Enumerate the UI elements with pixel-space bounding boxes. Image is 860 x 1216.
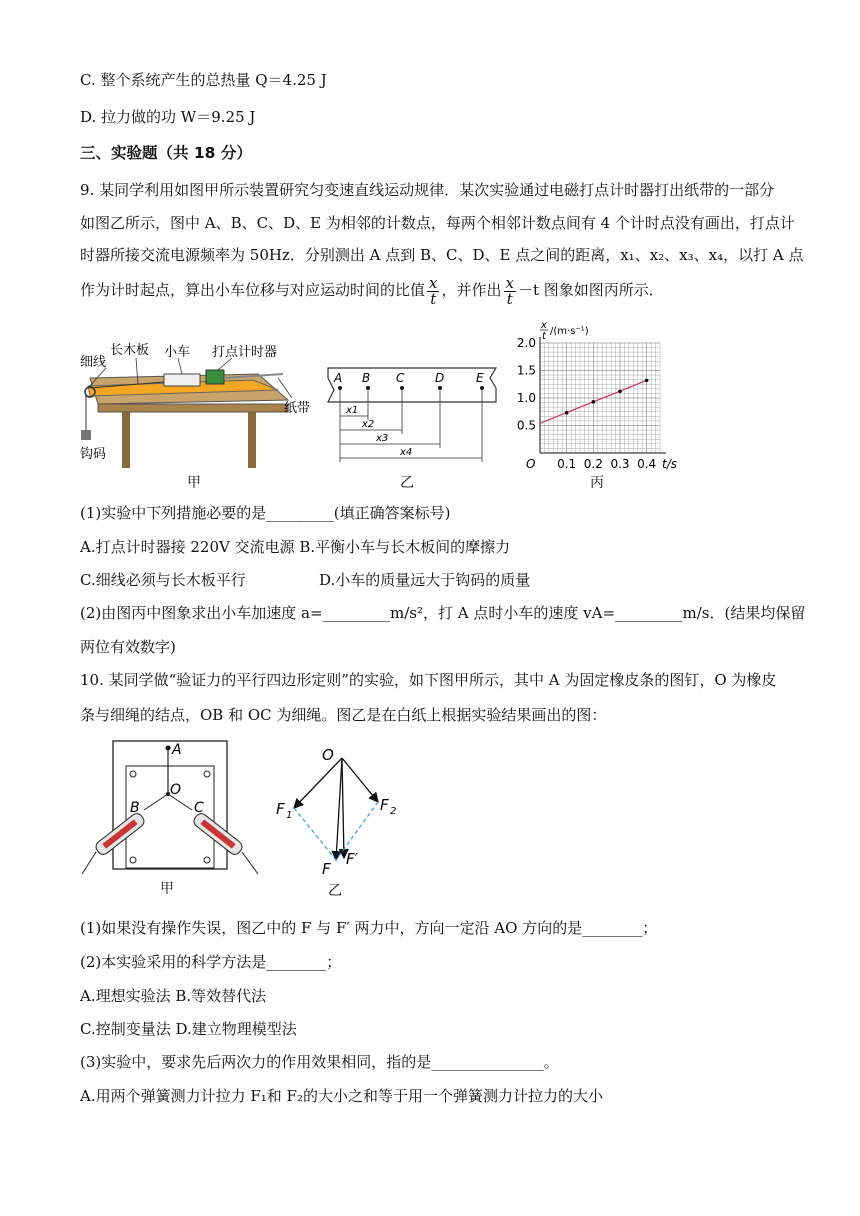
q10-sub3: (3)实验中，要求先后两次力的作用效果相同，指的是_______________。	[80, 1053, 559, 1071]
y-tick-label: 2.0	[516, 336, 536, 350]
label-Fprime: F′	[346, 850, 359, 868]
label-F1-sub: 1	[286, 810, 293, 821]
label-string: 细线	[80, 355, 107, 370]
label-F: F	[322, 860, 331, 878]
data-point	[592, 400, 596, 404]
label-weight: 钩码	[80, 447, 107, 462]
q10-sub2-cd: C.控制变量法 D.建立物理模型法	[80, 1020, 297, 1038]
data-point	[565, 411, 569, 415]
label-A: A	[172, 742, 182, 758]
caption-jia-2: 甲	[160, 881, 174, 897]
option-d: D. 拉力做的功 W＝9.25 J	[80, 108, 256, 126]
label-timer: 打点计时器	[212, 345, 278, 360]
q9-sub1: (1)实验中下列措施必要的是_________(填正确答案标号)	[80, 504, 451, 522]
label-tape: 纸带	[284, 401, 311, 416]
label-O: O	[170, 782, 182, 798]
point-A: A	[334, 371, 343, 385]
caption-jia: 甲	[187, 475, 201, 491]
q10-line-1: 10. 某同学做“验证力的平行四边形定则”的实验，如下图甲所示，其中 A 为固定橡皮条的图钉，O 为橡皮	[80, 671, 777, 689]
q9-line-3: 时器所接交流电源频率为 50Hz．分别测出 A 点到 B、C、D、E 点之间的距离，x₁、x₂、x₃、x₄，以打 A 点	[80, 246, 804, 264]
label-F2: F	[380, 796, 389, 814]
y-tick-label: 1.0	[516, 391, 536, 405]
q9-line-4a: 作为计时起点，算出小车位移与对应运动时间的比值	[80, 281, 426, 299]
xlabel: t/s	[662, 457, 677, 471]
q9-sub1-ab: A.打点计时器接 220V 交流电源 B.平衡小车与长木板间的摩擦力	[80, 538, 511, 556]
figure-force-diagram	[270, 738, 410, 888]
point-E: E	[476, 371, 484, 385]
q9-sub2-l2: 两位有效数字)	[80, 638, 176, 656]
q9-line-2: 如图乙所示，图中 A、B、C、D、E 为相邻的计数点，每两个相邻计数点间有 4 个计时点没有画出，打点计	[80, 214, 795, 232]
point-B: B	[362, 371, 371, 385]
figure-apparatus	[78, 330, 318, 480]
label-B: B	[130, 800, 140, 816]
label-F2-sub: 2	[390, 806, 397, 817]
fraction-x-over-t: $\frac{x}{t}$	[429, 273, 438, 308]
label-O-2: O	[322, 746, 334, 764]
fraction-x-over-t-2: $\frac{x}{t}$	[505, 273, 514, 308]
figure-tape	[322, 362, 502, 472]
label-C: C	[194, 800, 204, 816]
dim-x3: x3	[376, 433, 389, 444]
dim-x2: x2	[362, 419, 375, 430]
chart-grid	[540, 343, 660, 453]
x-tick-label: 0.4	[637, 457, 657, 471]
q9-sub1-d: D.小车的质量远大于钩码的质量	[319, 571, 531, 589]
y-tick-label: 1.5	[516, 363, 536, 378]
label-F1: F	[276, 800, 285, 818]
q9-line-4c: －t 图象如图丙所示．	[517, 281, 664, 299]
origin-label: O	[526, 457, 536, 471]
q10-sub3-a: A.用两个弹簧测力计拉力 F₁和 F₂的大小之和等于用一个弹簧测力计拉力的大小	[80, 1087, 603, 1105]
point-C: C	[396, 371, 405, 385]
x-tick-label: 0.3	[610, 457, 630, 471]
caption-yi: 乙	[400, 475, 414, 491]
ylabel-num: x	[541, 320, 547, 331]
x-tick-label: 0.1	[557, 457, 577, 471]
q9-line-1: 9. 某同学利用如图甲所示装置研究匀变速直线运动规律．某次实验通过电磁打点计时器打出纸带的一部分	[80, 181, 775, 199]
caption-bing: 丙	[590, 475, 604, 491]
point-D: D	[435, 371, 445, 385]
q10-sub2-ab: A.理想实验法 B.等效替代法	[80, 987, 267, 1005]
q9-line-4	[80, 272, 664, 308]
y-tick-label: 0.5	[516, 418, 536, 433]
q9-sub1-c: C.细线必须与长木板平行	[80, 571, 246, 589]
q10-line-2: 条与细绳的结点，OB 和 OC 为细绳。图乙是在白纸上根据实验结果画出的图：	[80, 706, 607, 724]
x-tick-label: 0.2	[583, 457, 603, 471]
figure-force-board	[80, 738, 280, 898]
dim-x1: x1	[346, 405, 359, 416]
q9-sub2-l1: (2)由图丙中图象求出小车加速度 a=_________m/s²，打 A 点时小车的速度 vA=_________m/s．(结果均保留	[80, 604, 806, 622]
q10-sub2: (2)本实验采用的科学方法是________；	[80, 953, 342, 971]
section-heading: 三、实验题（共 18 分）	[80, 144, 252, 162]
q10-sub1: (1)如果没有操作失误，图乙中的 F 与 F′ 两力中，方向一定沿 AO 方向的是________；	[80, 919, 658, 937]
q9-line-4b: ，并作出	[441, 281, 502, 299]
ylabel-unit: /(m·s⁻¹)	[550, 326, 589, 337]
caption-yi-2: 乙	[328, 883, 342, 899]
data-point	[645, 379, 649, 383]
figure-chart	[512, 316, 692, 476]
label-board: 长木板	[110, 343, 150, 358]
label-cart: 小车	[164, 345, 191, 360]
option-c: C. 整个系统产生的总热量 Q＝4.25 J	[80, 71, 327, 89]
data-point	[618, 390, 622, 394]
dim-x4: x4	[400, 447, 413, 458]
ylabel-den: t	[542, 331, 546, 342]
